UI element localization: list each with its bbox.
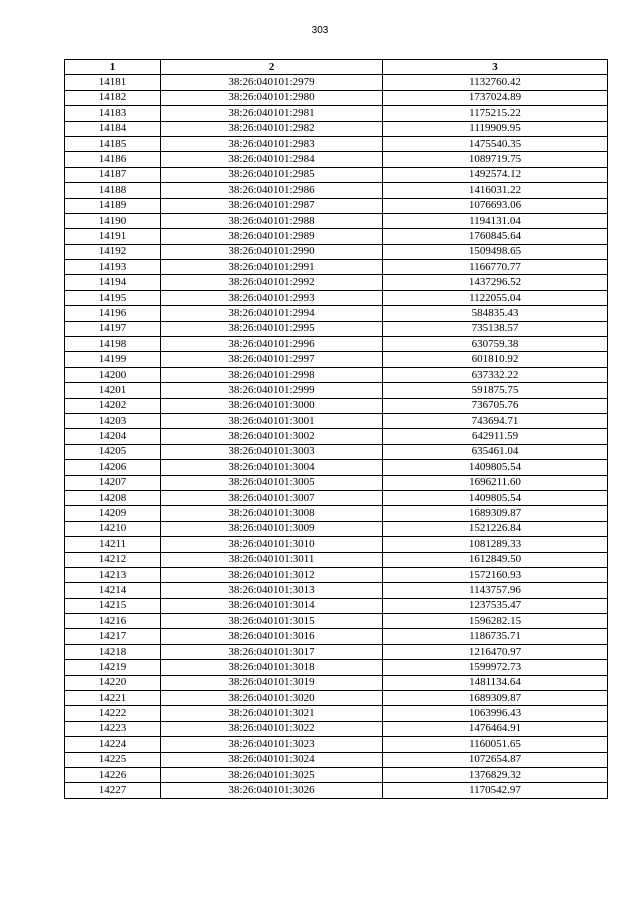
cadastral-number-cell: 38:26:040101:2990 bbox=[161, 244, 383, 259]
value-cell: 1476464.91 bbox=[383, 721, 608, 736]
row-number-cell: 14183 bbox=[65, 106, 161, 121]
table-row bbox=[65, 183, 608, 198]
table-row bbox=[65, 490, 608, 505]
table-row bbox=[65, 644, 608, 659]
row-number-cell: 14191 bbox=[65, 229, 161, 244]
value-cell: 1237535.47 bbox=[383, 598, 608, 613]
value-cell: 1737024.89 bbox=[383, 90, 608, 105]
row-number-cell: 14214 bbox=[65, 583, 161, 598]
cadastral-number-cell: 38:26:040101:3020 bbox=[161, 691, 383, 706]
cadastral-number-cell: 38:26:040101:2980 bbox=[161, 90, 383, 105]
table-row bbox=[65, 537, 608, 552]
header-row bbox=[65, 60, 608, 75]
cadastral-number-cell: 38:26:040101:3000 bbox=[161, 398, 383, 413]
table-row bbox=[65, 783, 608, 798]
value-cell: 1509498.65 bbox=[383, 244, 608, 259]
cadastral-number-cell: 38:26:040101:2994 bbox=[161, 306, 383, 321]
value-cell: 1475540.35 bbox=[383, 136, 608, 151]
cadastral-number-cell: 38:26:040101:3019 bbox=[161, 675, 383, 690]
row-number-cell: 14182 bbox=[65, 90, 161, 105]
value-cell: 1437296.52 bbox=[383, 275, 608, 290]
cadastral-number-cell: 38:26:040101:2999 bbox=[161, 383, 383, 398]
value-cell: 1194131.04 bbox=[383, 213, 608, 228]
value-cell: 1760845.64 bbox=[383, 229, 608, 244]
cadastral-number-cell: 38:26:040101:2985 bbox=[161, 167, 383, 182]
table-row bbox=[65, 660, 608, 675]
row-number-cell: 14212 bbox=[65, 552, 161, 567]
table-row bbox=[65, 337, 608, 352]
table-row bbox=[65, 475, 608, 490]
table-row bbox=[65, 321, 608, 336]
value-cell: 1175215.22 bbox=[383, 106, 608, 121]
table-row bbox=[65, 706, 608, 721]
table-header bbox=[65, 60, 608, 75]
cadastral-number-cell: 38:26:040101:3007 bbox=[161, 490, 383, 505]
table-row bbox=[65, 90, 608, 105]
table-row bbox=[65, 598, 608, 613]
row-number-cell: 14211 bbox=[65, 537, 161, 552]
cadastral-number-cell: 38:26:040101:2997 bbox=[161, 352, 383, 367]
row-number-cell: 14216 bbox=[65, 614, 161, 629]
row-number-cell: 14196 bbox=[65, 306, 161, 321]
row-number-cell: 14186 bbox=[65, 152, 161, 167]
cadastral-number-cell: 38:26:040101:2987 bbox=[161, 198, 383, 213]
value-cell: 1689309.87 bbox=[383, 506, 608, 521]
row-number-cell: 14187 bbox=[65, 167, 161, 182]
cadastral-number-cell: 38:26:040101:2992 bbox=[161, 275, 383, 290]
value-cell: 584835.43 bbox=[383, 306, 608, 321]
cadastral-number-cell: 38:26:040101:3021 bbox=[161, 706, 383, 721]
cadastral-number-cell: 38:26:040101:2982 bbox=[161, 121, 383, 136]
cadastral-number-cell: 38:26:040101:2983 bbox=[161, 136, 383, 151]
table-row bbox=[65, 583, 608, 598]
table-row bbox=[65, 567, 608, 582]
value-cell: 1186735.71 bbox=[383, 629, 608, 644]
table-row bbox=[65, 413, 608, 428]
row-number-cell: 14226 bbox=[65, 767, 161, 782]
row-number-cell: 14197 bbox=[65, 321, 161, 336]
value-cell: 1143757.96 bbox=[383, 583, 608, 598]
cadastral-number-cell: 38:26:040101:3004 bbox=[161, 460, 383, 475]
cadastral-number-cell: 38:26:040101:3017 bbox=[161, 644, 383, 659]
table-row bbox=[65, 552, 608, 567]
table-row bbox=[65, 352, 608, 367]
value-cell: 1481134.64 bbox=[383, 675, 608, 690]
value-cell: 1572160.93 bbox=[383, 567, 608, 582]
row-number-cell: 14215 bbox=[65, 598, 161, 613]
cadastral-number-cell: 38:26:040101:3022 bbox=[161, 721, 383, 736]
column-header-3: 3 bbox=[383, 60, 608, 75]
value-cell: 1696211.60 bbox=[383, 475, 608, 490]
table-row bbox=[65, 229, 608, 244]
row-number-cell: 14204 bbox=[65, 429, 161, 444]
cadastral-number-cell: 38:26:040101:3008 bbox=[161, 506, 383, 521]
row-number-cell: 14208 bbox=[65, 490, 161, 505]
value-cell: 1689309.87 bbox=[383, 691, 608, 706]
row-number-cell: 14206 bbox=[65, 460, 161, 475]
value-cell: 1170542.97 bbox=[383, 783, 608, 798]
row-number-cell: 14225 bbox=[65, 752, 161, 767]
value-cell: 1063996.43 bbox=[383, 706, 608, 721]
table-row bbox=[65, 521, 608, 536]
table-row bbox=[65, 121, 608, 136]
table-body bbox=[65, 75, 608, 798]
page-number: 303 bbox=[311, 25, 329, 36]
row-number-cell: 14207 bbox=[65, 475, 161, 490]
cadastral-number-cell: 38:26:040101:3025 bbox=[161, 767, 383, 782]
table-row bbox=[65, 260, 608, 275]
row-number-cell: 14205 bbox=[65, 444, 161, 459]
cadastral-number-cell: 38:26:040101:3012 bbox=[161, 567, 383, 582]
row-number-cell: 14221 bbox=[65, 691, 161, 706]
row-number-cell: 14209 bbox=[65, 506, 161, 521]
cadastral-number-cell: 38:26:040101:3013 bbox=[161, 583, 383, 598]
cadastral-number-cell: 38:26:040101:3001 bbox=[161, 413, 383, 428]
value-cell: 1076693.06 bbox=[383, 198, 608, 213]
value-cell: 1166770.77 bbox=[383, 260, 608, 275]
table-row bbox=[65, 306, 608, 321]
table-row bbox=[65, 367, 608, 382]
cadastral-number-cell: 38:26:040101:2981 bbox=[161, 106, 383, 121]
row-number-cell: 14193 bbox=[65, 260, 161, 275]
column-header-2: 2 bbox=[161, 60, 383, 75]
value-cell: 1492574.12 bbox=[383, 167, 608, 182]
row-number-cell: 14201 bbox=[65, 383, 161, 398]
table-row bbox=[65, 429, 608, 444]
table-row bbox=[65, 167, 608, 182]
value-cell: 1160051.65 bbox=[383, 737, 608, 752]
row-number-cell: 14185 bbox=[65, 136, 161, 151]
table-row bbox=[65, 752, 608, 767]
table-row bbox=[65, 506, 608, 521]
value-cell: 743694.71 bbox=[383, 413, 608, 428]
cadastral-number-cell: 38:26:040101:3010 bbox=[161, 537, 383, 552]
table-row bbox=[65, 383, 608, 398]
table-row bbox=[65, 75, 608, 90]
value-cell: 1409805.54 bbox=[383, 460, 608, 475]
column-header-1: 1 bbox=[65, 60, 161, 75]
table-row bbox=[65, 675, 608, 690]
cadastral-number-cell: 38:26:040101:2995 bbox=[161, 321, 383, 336]
table-row bbox=[65, 198, 608, 213]
row-number-cell: 14213 bbox=[65, 567, 161, 582]
table-row bbox=[65, 767, 608, 782]
table-row bbox=[65, 737, 608, 752]
value-cell: 1612849.50 bbox=[383, 552, 608, 567]
value-cell: 591875.75 bbox=[383, 383, 608, 398]
value-cell: 1416031.22 bbox=[383, 183, 608, 198]
table-row bbox=[65, 629, 608, 644]
row-number-cell: 14220 bbox=[65, 675, 161, 690]
row-number-cell: 14200 bbox=[65, 367, 161, 382]
cadastral-number-cell: 38:26:040101:3002 bbox=[161, 429, 383, 444]
table-row bbox=[65, 152, 608, 167]
cadastral-number-cell: 38:26:040101:3003 bbox=[161, 444, 383, 459]
table-row bbox=[65, 444, 608, 459]
value-cell: 1072654.87 bbox=[383, 752, 608, 767]
cadastral-number-cell: 38:26:040101:3005 bbox=[161, 475, 383, 490]
cadastral-number-cell: 38:26:040101:2984 bbox=[161, 152, 383, 167]
row-number-cell: 14219 bbox=[65, 660, 161, 675]
cadastral-number-cell: 38:26:040101:3014 bbox=[161, 598, 383, 613]
row-number-cell: 14195 bbox=[65, 290, 161, 305]
cadastral-number-cell: 38:26:040101:2991 bbox=[161, 260, 383, 275]
row-number-cell: 14210 bbox=[65, 521, 161, 536]
cadastral-number-cell: 38:26:040101:3018 bbox=[161, 660, 383, 675]
cadastral-number-cell: 38:26:040101:3024 bbox=[161, 752, 383, 767]
cadastral-number-cell: 38:26:040101:3009 bbox=[161, 521, 383, 536]
row-number-cell: 14198 bbox=[65, 337, 161, 352]
row-number-cell: 14188 bbox=[65, 183, 161, 198]
table-row bbox=[65, 460, 608, 475]
cadastral-number-cell: 38:26:040101:2989 bbox=[161, 229, 383, 244]
value-cell: 635461.04 bbox=[383, 444, 608, 459]
value-cell: 1089719.75 bbox=[383, 152, 608, 167]
row-number-cell: 14223 bbox=[65, 721, 161, 736]
cadastral-number-cell: 38:26:040101:2996 bbox=[161, 337, 383, 352]
table-row bbox=[65, 106, 608, 121]
row-number-cell: 14217 bbox=[65, 629, 161, 644]
value-cell: 1599972.73 bbox=[383, 660, 608, 675]
row-number-cell: 14192 bbox=[65, 244, 161, 259]
value-cell: 630759.38 bbox=[383, 337, 608, 352]
table-row bbox=[65, 275, 608, 290]
table-row bbox=[65, 691, 608, 706]
value-cell: 1081289.33 bbox=[383, 537, 608, 552]
row-number-cell: 14202 bbox=[65, 398, 161, 413]
cadastral-number-cell: 38:26:040101:3016 bbox=[161, 629, 383, 644]
row-number-cell: 14218 bbox=[65, 644, 161, 659]
table-row bbox=[65, 290, 608, 305]
value-cell: 601810.92 bbox=[383, 352, 608, 367]
value-cell: 637332.22 bbox=[383, 367, 608, 382]
cadastral-number-cell: 38:26:040101:3023 bbox=[161, 737, 383, 752]
cadastral-number-cell: 38:26:040101:2979 bbox=[161, 75, 383, 90]
cadastral-number-cell: 38:26:040101:3011 bbox=[161, 552, 383, 567]
row-number-cell: 14199 bbox=[65, 352, 161, 367]
registry-table bbox=[64, 59, 608, 799]
table-row bbox=[65, 213, 608, 228]
value-cell: 1122055.04 bbox=[383, 290, 608, 305]
row-number-cell: 14224 bbox=[65, 737, 161, 752]
value-cell: 1596282.15 bbox=[383, 614, 608, 629]
row-number-cell: 14227 bbox=[65, 783, 161, 798]
cadastral-number-cell: 38:26:040101:3026 bbox=[161, 783, 383, 798]
value-cell: 1409805.54 bbox=[383, 490, 608, 505]
row-number-cell: 14190 bbox=[65, 213, 161, 228]
value-cell: 736705.76 bbox=[383, 398, 608, 413]
row-number-cell: 14194 bbox=[65, 275, 161, 290]
cadastral-number-cell: 38:26:040101:2986 bbox=[161, 183, 383, 198]
value-cell: 1376829.32 bbox=[383, 767, 608, 782]
row-number-cell: 14184 bbox=[65, 121, 161, 136]
cadastral-number-cell: 38:26:040101:2998 bbox=[161, 367, 383, 382]
cadastral-number-cell: 38:26:040101:3015 bbox=[161, 614, 383, 629]
cadastral-number-cell: 38:26:040101:2988 bbox=[161, 213, 383, 228]
row-number-cell: 14222 bbox=[65, 706, 161, 721]
table-row bbox=[65, 244, 608, 259]
table-row bbox=[65, 136, 608, 151]
value-cell: 1521226.84 bbox=[383, 521, 608, 536]
row-number-cell: 14189 bbox=[65, 198, 161, 213]
value-cell: 642911.59 bbox=[383, 429, 608, 444]
row-number-cell: 14203 bbox=[65, 413, 161, 428]
value-cell: 1119909.95 bbox=[383, 121, 608, 136]
value-cell: 1132760.42 bbox=[383, 75, 608, 90]
cadastral-number-cell: 38:26:040101:2993 bbox=[161, 290, 383, 305]
table-row bbox=[65, 614, 608, 629]
value-cell: 1216470.97 bbox=[383, 644, 608, 659]
table-row bbox=[65, 721, 608, 736]
value-cell: 735138.57 bbox=[383, 321, 608, 336]
table-row bbox=[65, 398, 608, 413]
row-number-cell: 14181 bbox=[65, 75, 161, 90]
